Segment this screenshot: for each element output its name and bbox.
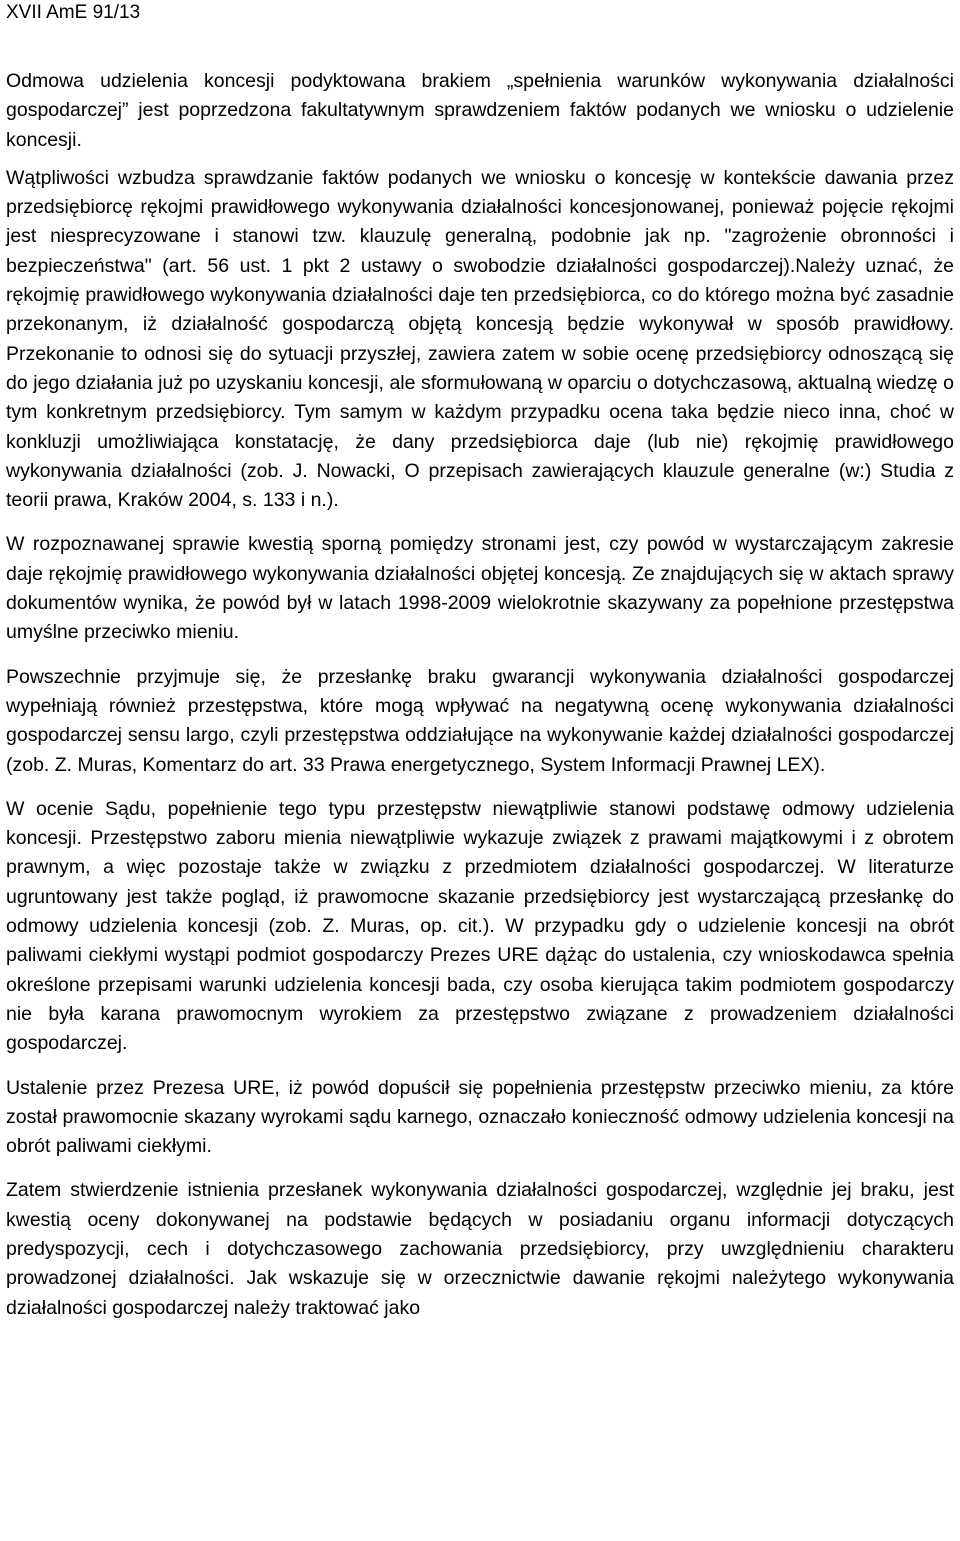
paragraph-common-view: Powszechnie przyjmuje się, że przesłankę braku gwarancji wykonywania działalności gospodarczej wypełniają również przestępstwa, które mogą wpływać na negatywną ocenę wykonywania działalności gospodarczej sensu largo, czyli przestępstwa oddziałujące na wykonywanie każdej działalności gospodarczej (zob. Z. Muras, Komentarz do art. 33 Prawa energetycznego, System Informacji Prawnej LEX). — [6, 665, 954, 776]
paragraph-court-assessment: W ocenie Sądu, popełnienie tego typu przestępstw niewątpliwie stanowi podstawę odmowy udzielenia koncesji. Przestępstwo zaboru mienia niewątpliwie wykazuje związek z prawami majątkowymi i z obrotem prawnym, a więc pozostaje także w związku z przedmiotem działalności gospodarczej. W literaturze ugruntowany jest także pogląd, iż prawomocne skazanie przedsiębiorcy jest wystarczającą przesłankę do odmowy udzielenia koncesji (zob. Z. Muras, op. cit.). W przypadku gdy o udzielenie koncesji na obrót paliwami ciekłymi wystąpi podmiot gospodarczy Prezes URE dążąc do ustalenia, czy wnioskodawca spełnia określone przepisami warunki udzielenia koncesji bada, czy osoba kierująca takim podmiotem gospodarczy nie była karana prawomocnym wyrokiem za przestępstwo związane z prowadzeniem działalności gospodarczej. — [6, 797, 954, 1055]
paragraph-refusal-intro: Odmowa udzielenia koncesji podyktowana brakiem „spełnienia warunków wykonywania działalności gospodarczej” jest poprzedzona fakultatywnym sprawdzeniem faktów podanych we wniosku o udzielenie koncesji. — [6, 70, 954, 151]
paragraph-guarantee-doubts: Wątpliwości wzbudza sprawdzanie faktów podanych we wniosku o koncesję w kontekście dawania przez przedsiębiorcę rękojmi prawidłowego wykonywania działalności koncesjonowanej, ponieważ pojęcie rękojmi jest niesprecyzowane i stanowi tzw. klauzulę generalną, podobnie jak np. "zagrożenie obronności i bezpieczeństwa" (art. 56 ust. 1 pkt 2 ustawy o swobodzie działalności gospodarczej).Należy uznać, że rękojmię prawidłowego wykonywania działalności daje ten przedsiębiorca, co do którego można być zasadnie przekonanym, iż działalność gospodarczą objętą koncesją będzie wykonywał w sposób prawidłowy. Przekonanie to odnosi się do sytuacji przyszłej, zawiera zatem w sobie ocenę przedsiębiorcy odnoszącą się do jego działania już po uzyskaniu koncesji, ale sformułowaną w oparciu o dotychczasową, aktualną wiedzę o tym konkretnym przedsiębiorcy. Tym samym w każdym przypadku ocena taka będzie nieco inna, choć w konkluzji umożliwiająca konstatację, że dany przedsiębiorca daje (lub nie) rękojmię prawidłowego wykonywania działalności (zob. J. Nowacki, O przepisach zawierających klauzule generalne (w:) Studia z teorii prawa, Kraków 2004, s. 133 i n.). — [6, 166, 954, 512]
paragraph-disputed-issue: W rozpoznawanej sprawie kwestią sporną pomiędzy stronami jest, czy powód w wystarczającym zakresie daje rękojmię prawidłowego wykonywania działalności objętej koncesją. Ze znajdujących się w aktach sprawy dokumentów wynika, że powód był w latach 1998-2009 wielokrotnie skazywany za popełnione przestępstwa umyślne przeciwko mieniu. — [6, 533, 954, 644]
paragraph-ure-finding: Ustalenie przez Prezesa URE, iż powód dopuścił się popełnienia przestępstw przeciwko mieniu, za które został prawomocnie skazany wyrokami sądu karnego, oznaczało konieczność odmowy udzielenia koncesji na obrót paliwami ciekłymi. — [6, 1076, 954, 1158]
paragraph-conclusion: Zatem stwierdzenie istnienia przesłanek wykonywania działalności gospodarczej, względnie jej braku, jest kwestią oceny dokonywanej na podstawie będących w posiadaniu organu informacji dotyczących predyspozycji, cech i dotychczasowego zachowania przedsiębiorcy, przy uwzględnieniu charakteru prowadzonej działalności. Jak wskazuje się w orzecznictwie dawanie rękojmi należytego wykonywania działalności gospodarczej należy traktować jako — [6, 1179, 954, 1319]
case-signature: XVII AmE 91/13 — [6, 2, 141, 23]
document-page — [6, 0, 954, 1323]
